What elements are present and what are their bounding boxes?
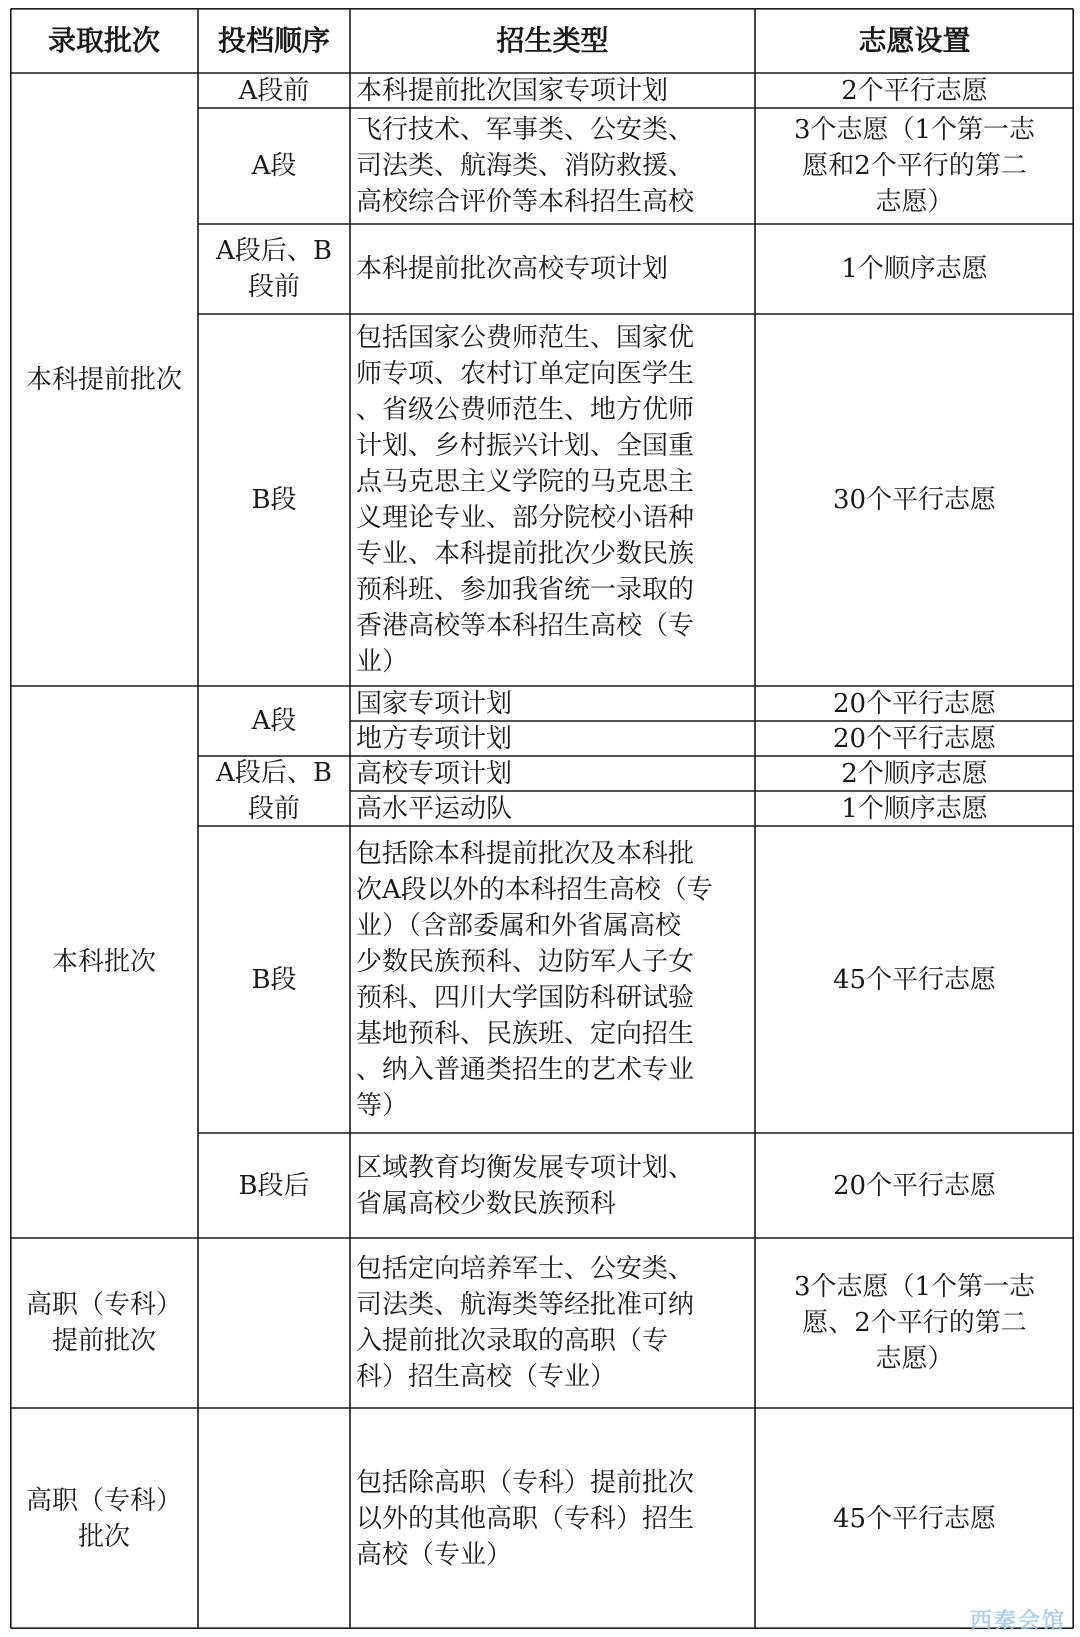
header-cell <box>198 8 350 73</box>
batch-cell <box>10 1238 198 1408</box>
volunteer-cell-text: 20个平行志愿 <box>832 1170 997 1201</box>
volunteer-cell <box>755 224 1074 314</box>
volunteer-cell <box>755 1408 1074 1629</box>
volunteer-cell <box>755 1238 1074 1408</box>
order-cell <box>198 756 350 826</box>
order-cell <box>198 108 350 224</box>
volunteer-cell-text: 2个顺序志愿 <box>841 758 988 789</box>
header-cell-text: 招生类型 <box>496 23 609 57</box>
volunteer-cell-text: 3个志愿（1个第一志 愿和2个平行的第二 志愿） <box>793 115 1036 217</box>
header-cell-text: 投档顺序 <box>217 23 330 57</box>
type-cell <box>350 1238 755 1408</box>
header-cell <box>10 8 198 73</box>
order-cell-text: A段后、B 段前 <box>216 236 332 302</box>
type-cell <box>350 721 755 756</box>
volunteer-cell-text: 30个平行志愿 <box>832 485 997 515</box>
batch-cell <box>10 686 198 1238</box>
type-cell-text: 高水平运动队 <box>356 793 513 824</box>
order-cell-text: A段 <box>251 706 297 736</box>
batch-cell <box>10 73 198 686</box>
volunteer-cell-text: 20个平行志愿 <box>832 723 997 754</box>
batch-cell-text: 高职（专科） 提前批次 <box>25 1290 182 1356</box>
type-cell <box>350 826 755 1133</box>
volunteer-cell-text: 45个平行志愿 <box>832 964 997 995</box>
batch-cell-text: 本科提前批次 <box>25 364 182 395</box>
volunteer-cell <box>755 686 1074 721</box>
order-cell <box>198 686 350 756</box>
volunteer-cell <box>755 73 1074 108</box>
header-cell-text: 录取批次 <box>47 23 160 57</box>
order-cell-text: A段后、B 段前 <box>216 758 332 824</box>
order-cell <box>198 73 350 108</box>
order-cell-text: B段 <box>251 485 297 515</box>
type-cell <box>350 1408 755 1629</box>
volunteer-cell <box>755 756 1074 791</box>
type-cell <box>350 73 755 108</box>
type-cell-text: 地方专项计划 <box>356 723 513 754</box>
order-cell <box>198 314 350 686</box>
batch-cell-text: 高职（专科） 批次 <box>25 1485 182 1552</box>
volunteer-cell-text: 1个顺序志愿 <box>841 254 988 284</box>
volunteer-cell <box>755 721 1074 756</box>
type-cell <box>350 686 755 721</box>
order-cell-text: B段后 <box>238 1170 310 1201</box>
type-cell-text: 本科提前批次国家专项计划 <box>356 75 669 106</box>
volunteer-cell-text: 3个志愿（1个第一志 愿、2个平行的第二 志愿） <box>793 1272 1036 1374</box>
order-cell <box>198 1133 350 1238</box>
type-cell <box>350 791 755 826</box>
volunteer-cell <box>755 108 1074 224</box>
volunteer-cell-text: 1个顺序志愿 <box>841 793 988 824</box>
order-cell-text: A段 <box>251 151 297 181</box>
type-cell-text: 包括除本科提前批次及本科批 次A段以外的本科招生高校（专 业）（含部委属和外省属高校 少数民族预科、边防军人子女 预科、四川大学国防科研试验 基地预科、民族班、定向招生 、纳入普通类招生的艺术专业 等） <box>356 838 713 1121</box>
type-cell <box>350 224 755 314</box>
batch-cell <box>10 1408 198 1629</box>
order-cell-text: B段 <box>251 964 297 995</box>
order-cell <box>198 826 350 1133</box>
type-cell-text: 区域教育均衡发展专项计划、 省属高校少数民族预科 <box>356 1152 695 1219</box>
volunteer-cell-text: 45个平行志愿 <box>832 1503 997 1534</box>
header-cell <box>755 8 1074 73</box>
watermark-logo: 西秦会馆 <box>969 1609 1066 1634</box>
type-cell-text: 高校专项计划 <box>356 758 513 789</box>
type-cell <box>350 108 755 224</box>
type-cell-text: 包括定向培养军士、公安类、 司法类、航海类等经批准可纳 入提前批次录取的高职（专 科）招生高校（专业） <box>356 1254 695 1392</box>
volunteer-cell <box>755 1133 1074 1238</box>
type-cell <box>350 1133 755 1238</box>
header-cell <box>350 8 755 73</box>
type-cell <box>350 756 755 791</box>
type-cell-text: 飞行技术、军事类、公安类、 司法类、航海类、消防救援、 高校综合评价等本科招生高校 <box>356 115 695 217</box>
type-cell-text: 包括除高职（专科）提前批次 以外的其他高职（专科）招生 高校（专业） <box>356 1467 695 1570</box>
volunteer-cell-text: 20个平行志愿 <box>832 688 997 719</box>
type-cell <box>350 314 755 686</box>
order-cell-empty <box>198 1408 350 1629</box>
order-cell <box>198 224 350 314</box>
type-cell-text: 国家专项计划 <box>356 688 513 719</box>
volunteer-cell <box>755 826 1074 1133</box>
volunteer-cell <box>755 791 1074 826</box>
admission-table <box>10 8 1074 1629</box>
volunteer-cell <box>755 314 1074 686</box>
order-cell-text: A段前 <box>238 75 310 106</box>
header-cell-text: 志愿设置 <box>858 23 971 57</box>
order-cell-empty <box>198 1238 350 1408</box>
batch-cell-text: 本科批次 <box>51 947 156 977</box>
type-cell-text: 本科提前批次高校专项计划 <box>356 254 669 284</box>
type-cell-text: 包括国家公费师范生、国家优 师专项、农村订单定向医学生 、省级公费师范生、地方优师 计划、乡村振兴计划、全国重 点马克思主义学院的马克思主 义理论专业、部分院校小语种 专业、本科提前批次少数民族 预科班、参加我省统一录取的 香港高校等本科招生高校（专 业） <box>356 323 695 677</box>
volunteer-cell-text: 2个平行志愿 <box>841 75 988 106</box>
